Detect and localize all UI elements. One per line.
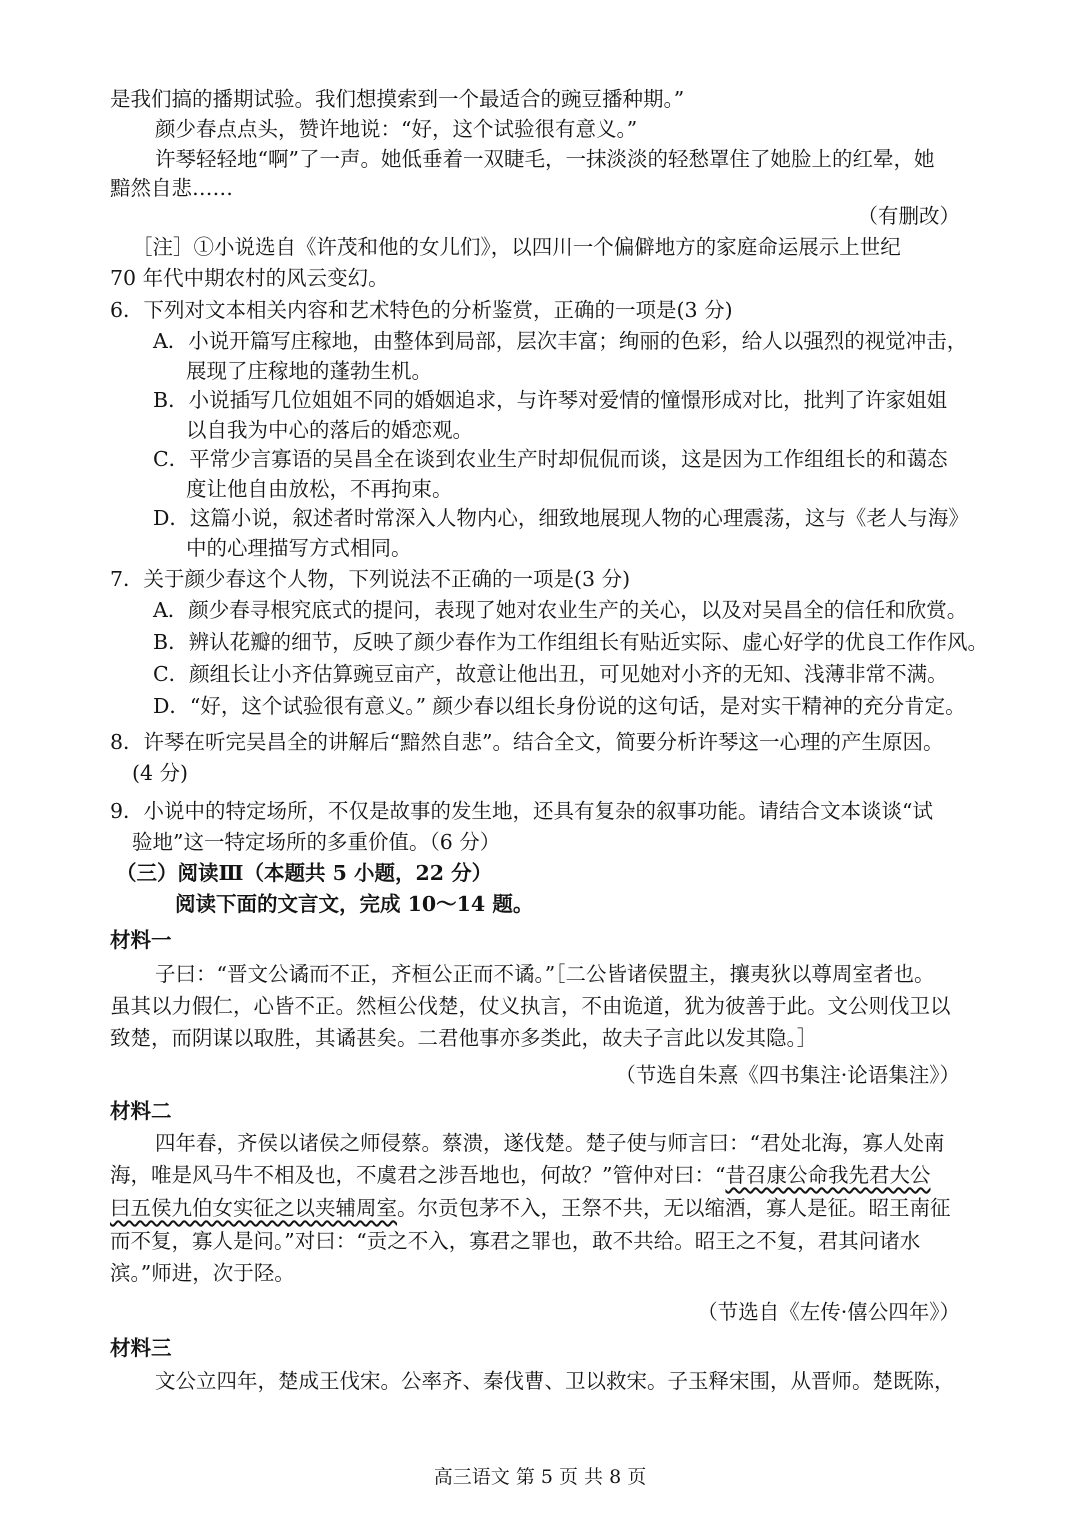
question-9: 9．小说中的特定场所，不仅是故事的发生地，还具有复杂的叙事功能。请结合文本谈谈“试: [110, 799, 934, 823]
question-8: 8．许琴在听完吴昌全的讲解后“黯然自悲”。结合全文，简要分析许琴这一心理的产生原因。: [110, 730, 944, 754]
source-note: （节选自朱熹《四书集注·论语集注》）: [615, 1063, 960, 1087]
question-7: 7．关于颜少春这个人物，下列说法不正确的一项是(3 分): [110, 567, 631, 591]
text-line: 文公立四年，楚成王伐宋。公率齐、秦伐曹、卫以救宋。子玉释宋围，从晋师。楚既陈，: [155, 1369, 955, 1393]
text-fragment: 海，唯是风马牛不相及也，不虞君之涉吾地也，何故？”管仲对曰：“: [110, 1163, 726, 1187]
option-d: 中的心理描写方式相同。: [186, 536, 412, 560]
section-instruction: 阅读下面的文言文，完成 10～14 题。: [175, 892, 534, 916]
material-3-heading: 材料三: [110, 1336, 172, 1360]
text-line: 虽其以力假仁，心皆不正。然桓公伐楚，仗义执言，不由诡道，犹为彼善于此。文公则伐卫以: [110, 994, 951, 1018]
annotation: ［注］①小说选自《许茂和他的女儿们》，以四川一个偏僻地方的家庭命运展示上世纪: [132, 235, 901, 259]
text-line: 致楚，而阴谋以取胜，其谲甚矣。二君他事亦多类此，故夫子言此以发其隐。］: [110, 1026, 818, 1050]
source-note: （有删改）: [857, 204, 960, 228]
text-line: [110, 1192, 970, 1224]
section-heading: （三）阅读Ⅲ（本题共 5 小题，22 分）: [116, 861, 493, 885]
option-a: 展现了庄稼地的蓬勃生机。: [186, 359, 432, 383]
text-line: 黯然自悲……: [110, 176, 233, 200]
option-d: D．“好，这个试验很有意义。” 颜少春以组长身份说的这句话，是对实干精神的充分肯定。: [153, 694, 966, 718]
material-1-heading: 材料一: [110, 928, 172, 952]
option-a: A．颜少春寻根究底式的提问，表现了她对农业生产的关心，以及对吴昌全的信任和欣赏。: [153, 598, 968, 622]
text-line: 四年春，齐侯以诸侯之师侵蔡。蔡溃，遂伐楚。楚子使与师言曰：“君处北海，寡人处南: [155, 1131, 945, 1155]
text-line: 子曰：“晋文公谲而不正，齐桓公正而不谲。”［二公皆诸侯盟主，攘夷狄以尊周室者也。: [155, 962, 935, 986]
option-a: A．小说开篇写庄稼地，由整体到局部，层次丰富；绚丽的色彩，给人以强烈的视觉冲击，: [153, 329, 968, 353]
option-b: B．小说插写几位姐姐不同的婚姻追求，与许琴对爱情的憧憬形成对比，批判了许家姐姐: [153, 388, 948, 412]
option-b: B．辨认花瓣的细节，反映了颜少春作为工作组组长有贴近实际、虚心好学的优良工作作风。: [153, 630, 989, 654]
text-line: 许琴轻轻地“啊”了一声。她低垂着一双睫毛，一抹淡淡的轻愁罩住了她脸上的红晕，她: [155, 147, 935, 171]
question-8-score: (4 分): [132, 761, 189, 785]
text-fragment: 。尔贡包茅不入，王祭不共，无以缩酒，寡人是征。昭王南征: [397, 1196, 951, 1220]
text-line: 滨。”师进，次于陉。: [110, 1261, 295, 1285]
underlined-passage: 曰五侯九伯女实征之以夹辅周室: [110, 1196, 397, 1220]
page-footer: 高三语文 第 5 页 共 8 页: [433, 1466, 647, 1488]
text-line: [110, 1159, 970, 1191]
question-9: 验地”这一特定场所的多重价值。（6 分）: [132, 830, 501, 854]
option-d: D．这篇小说，叙述者时常深入人物内心，细致地展现人物的心理震荡，这与《老人与海》: [153, 506, 969, 530]
source-note: （节选自《左传·僖公四年》）: [697, 1300, 960, 1324]
option-c: 度让他自由放松，不再拘束。: [186, 477, 453, 501]
option-c: C．颜组长让小齐估算豌豆亩产，故意让他出丑，可见她对小齐的无知、浅薄非常不满。: [153, 662, 948, 686]
text-line: 是我们搞的播期试验。我们想摸索到一个最适合的豌豆播种期。”: [110, 87, 685, 111]
text-line: 而不复，寡人是问。”对曰：“贡之不入，寡君之罪也，敢不共给。昭王之不复，君其问诸水: [110, 1229, 921, 1253]
underlined-passage: 昔召康公命我先君大公: [725, 1163, 931, 1187]
text-line: 颜少春点点头，赞许地说：“好，这个试验很有意义。”: [155, 117, 638, 141]
question-6: 6．下列对文本相关内容和艺术特色的分析鉴赏，正确的一项是(3 分): [110, 298, 733, 322]
option-c: C．平常少言寡语的吴昌全在谈到农业生产时却侃侃而谈，这是因为工作组组长的和蔼态: [153, 447, 948, 471]
option-b: 以自我为中心的落后的婚恋观。: [186, 418, 473, 442]
annotation: 70 年代中期农村的风云变幻。: [110, 266, 389, 290]
material-2-heading: 材料二: [110, 1099, 172, 1123]
